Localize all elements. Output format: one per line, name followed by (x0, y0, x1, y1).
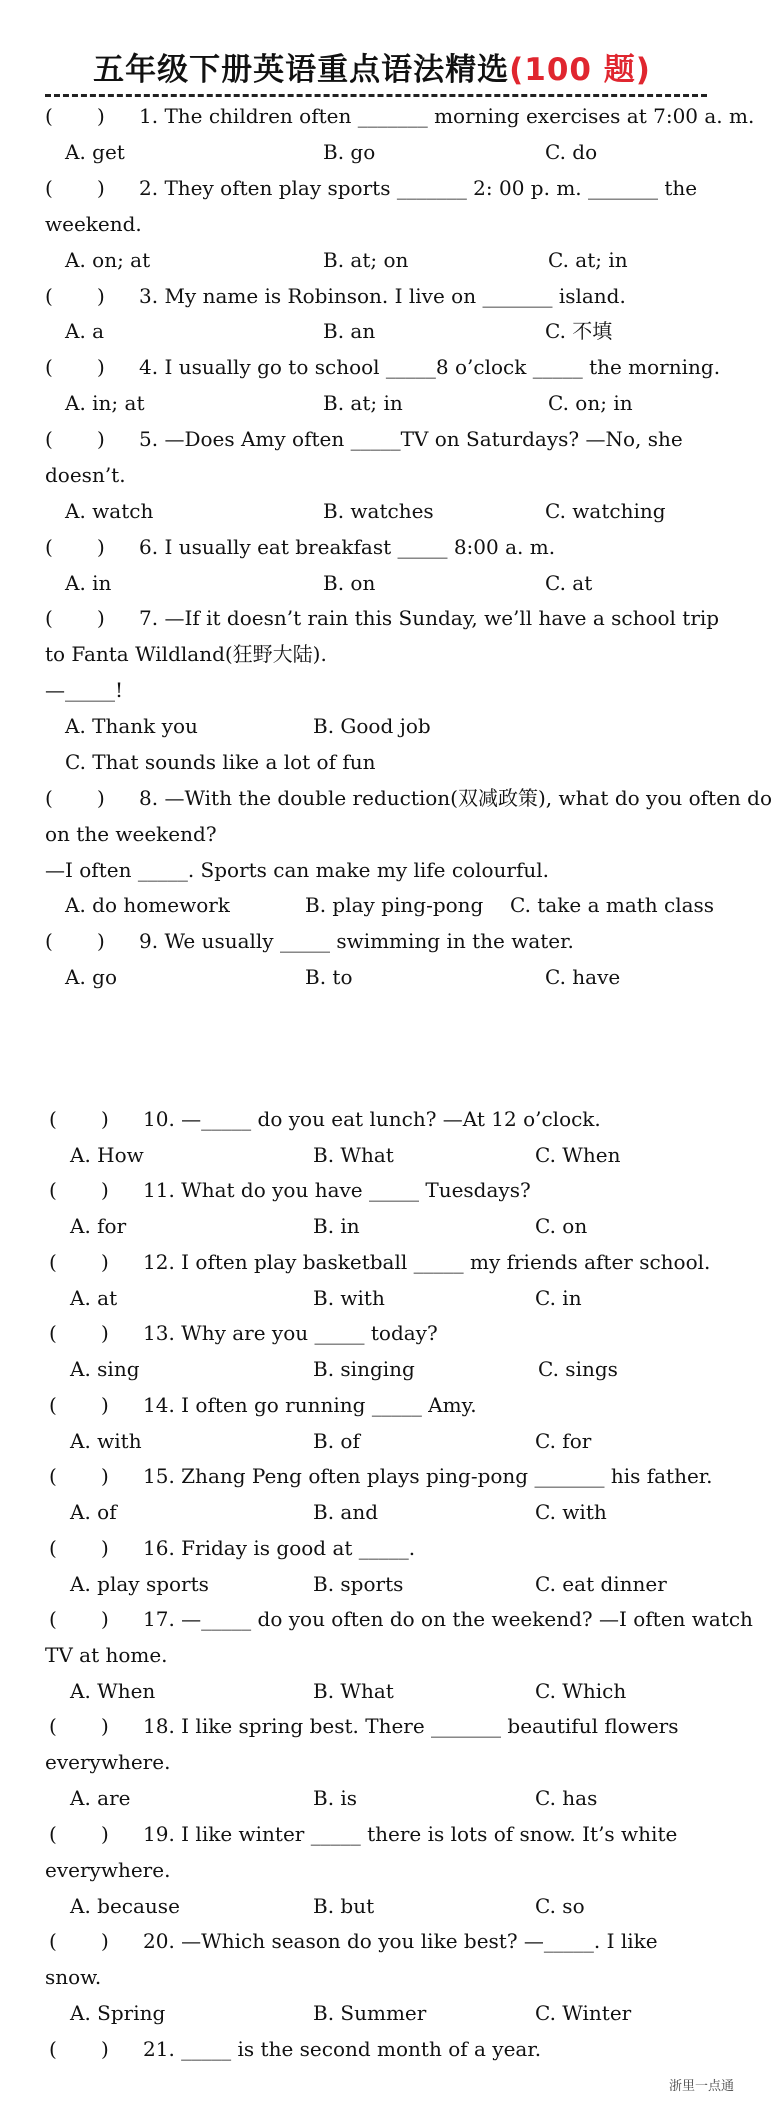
title-divider (45, 94, 707, 97)
question-19: ( ) 19. I like winter _____ there is lots of snow. It’s white (49, 1822, 678, 1846)
question-20-cont: snow. (45, 1965, 102, 1989)
option-2b[interactable]: B. at; on (323, 248, 409, 272)
option-9c[interactable]: C. have (545, 965, 621, 989)
option-15b[interactable]: B. and (313, 1500, 379, 1524)
question-17-cont: TV at home. (45, 1643, 168, 1667)
question-16: ( ) 16. Friday is good at _____. (49, 1536, 416, 1560)
question-count: (100 题) (509, 52, 651, 88)
option-1c[interactable]: C. do (545, 140, 598, 164)
option-4b[interactable]: B. at; in (323, 391, 403, 415)
option-6c[interactable]: C. at (545, 571, 593, 595)
question-2-cont: weekend. (45, 212, 142, 236)
option-15c[interactable]: C. with (535, 1500, 607, 1524)
question-17: ( ) 17. —_____ do you often do on the weekend? —I often watch (49, 1607, 753, 1631)
option-11a[interactable]: A. for (70, 1214, 127, 1238)
option-19b[interactable]: B. but (313, 1894, 375, 1918)
option-3a[interactable]: A. a (65, 319, 105, 343)
option-16c[interactable]: C. eat dinner (535, 1572, 667, 1596)
option-4c[interactable]: C. on; in (548, 391, 633, 415)
question-7: ( ) 7. —If it doesn’t rain this Sunday, we’ll have a school trip (45, 606, 720, 630)
option-12c[interactable]: C. in (535, 1286, 582, 1310)
option-18b[interactable]: B. is (313, 1786, 358, 1810)
question-2: ( ) 2. They often play sports _______ 2: 00 p. m. _______ the (45, 176, 698, 200)
option-11b[interactable]: B. in (313, 1214, 360, 1238)
option-6a[interactable]: A. in (65, 571, 112, 595)
question-11: ( ) 11. What do you have _____ Tuesdays? (49, 1178, 531, 1202)
option-8a[interactable]: A. do homework (65, 893, 230, 917)
option-5b[interactable]: B. watches (323, 499, 434, 523)
question-1: ( ) 1. The children often _______ morning exercises at 7:00 a. m. (45, 104, 755, 128)
option-8c[interactable]: C. take a math class (510, 893, 715, 917)
option-18a[interactable]: A. are (70, 1786, 131, 1810)
question-14: ( ) 14. I often go running _____ Amy. (49, 1393, 477, 1417)
option-17c[interactable]: C. Which (535, 1679, 627, 1703)
question-19-cont: everywhere. (45, 1858, 171, 1882)
option-18c[interactable]: C. has (535, 1786, 598, 1810)
question-6: ( ) 6. I usually eat breakfast _____ 8:00 a. m. (45, 535, 556, 559)
option-2c[interactable]: C. at; in (548, 248, 628, 272)
option-13b[interactable]: B. singing (313, 1357, 415, 1381)
option-3c[interactable]: C. 不填 (545, 319, 613, 343)
question-8-answer-line: —I often _____. Sports can make my life colourful. (45, 858, 550, 882)
option-1a[interactable]: A. get (65, 140, 125, 164)
option-8b[interactable]: B. play ping-pong (305, 893, 484, 917)
option-14a[interactable]: A. with (70, 1429, 142, 1453)
question-8-cont: on the weekend? (45, 822, 217, 846)
question-8: ( ) 8. —With the double reduction(双减政策), what do you often do (45, 786, 772, 810)
option-14c[interactable]: C. for (535, 1429, 592, 1453)
question-20: ( ) 20. —Which season do you like best? —_____. I like (49, 1929, 658, 1953)
option-20b[interactable]: B. Summer (313, 2001, 427, 2025)
option-11c[interactable]: C. on (535, 1214, 588, 1238)
option-16b[interactable]: B. sports (313, 1572, 404, 1596)
option-3b[interactable]: B. an (323, 319, 376, 343)
option-6b[interactable]: B. on (323, 571, 376, 595)
option-16a[interactable]: A. play sports (70, 1572, 209, 1596)
question-18-cont: everywhere. (45, 1750, 171, 1774)
question-4: ( ) 4. I usually go to school _____8 o’clock _____ the morning. (45, 355, 721, 379)
option-13c[interactable]: C. sings (538, 1357, 618, 1381)
footer-watermark: 浙里一点通 (668, 2079, 734, 2094)
question-5: ( ) 5. —Does Amy often _____TV on Saturdays? —No, she (45, 427, 683, 451)
option-20c[interactable]: C. Winter (535, 2001, 632, 2025)
option-4a[interactable]: A. in; at (65, 391, 145, 415)
question-3: ( ) 3. My name is Robinson. I live on _______ island. (45, 284, 626, 308)
option-12a[interactable]: A. at (70, 1286, 118, 1310)
option-5a[interactable]: A. watch (65, 499, 154, 523)
question-15: ( ) 15. Zhang Peng often plays ping-pong _______ his father. (49, 1464, 713, 1488)
question-12: ( ) 12. I often play basketball _____ my friends after school. (49, 1250, 711, 1274)
option-19a[interactable]: A. because (70, 1894, 180, 1918)
question-18: ( ) 18. I like spring best. There _______ beautiful flowers (49, 1714, 679, 1738)
question-10: ( ) 10. —_____ do you eat lunch? —At 12 o’clock. (49, 1107, 601, 1131)
question-7-answer-line: —_____! (45, 678, 124, 702)
option-14b[interactable]: B. of (313, 1429, 360, 1453)
option-7b[interactable]: B. Good job (313, 714, 431, 738)
question-7-cont: to Fanta Wildland(狂野大陆). (45, 642, 327, 666)
option-17a[interactable]: A. When (70, 1679, 156, 1703)
question-9: ( ) 9. We usually _____ swimming in the water. (45, 929, 574, 953)
option-19c[interactable]: C. so (535, 1894, 585, 1918)
option-9a[interactable]: A. go (65, 965, 118, 989)
option-7c[interactable]: C. That sounds like a lot of fun (65, 750, 376, 774)
option-10a[interactable]: A. How (70, 1143, 144, 1167)
question-13: ( ) 13. Why are you _____ today? (49, 1321, 438, 1345)
option-13a[interactable]: A. sing (70, 1357, 140, 1381)
question-21: ( ) 21. _____ is the second month of a year. (49, 2037, 542, 2061)
option-9b[interactable]: B. to (305, 965, 353, 989)
option-2a[interactable]: A. on; at (65, 248, 151, 272)
option-17b[interactable]: B. What (313, 1679, 394, 1703)
option-20a[interactable]: A. Spring (70, 2001, 166, 2025)
page-title: 五年级下册英语重点语法精选(100 题) (93, 52, 651, 88)
question-5-cont: doesn’t. (45, 463, 126, 487)
option-10b[interactable]: B. What (313, 1143, 394, 1167)
option-1b[interactable]: B. go (323, 140, 376, 164)
option-7a[interactable]: A. Thank you (65, 714, 198, 738)
option-15a[interactable]: A. of (70, 1500, 117, 1524)
option-5c[interactable]: C. watching (545, 499, 666, 523)
option-10c[interactable]: C. When (535, 1143, 621, 1167)
option-12b[interactable]: B. with (313, 1286, 385, 1310)
